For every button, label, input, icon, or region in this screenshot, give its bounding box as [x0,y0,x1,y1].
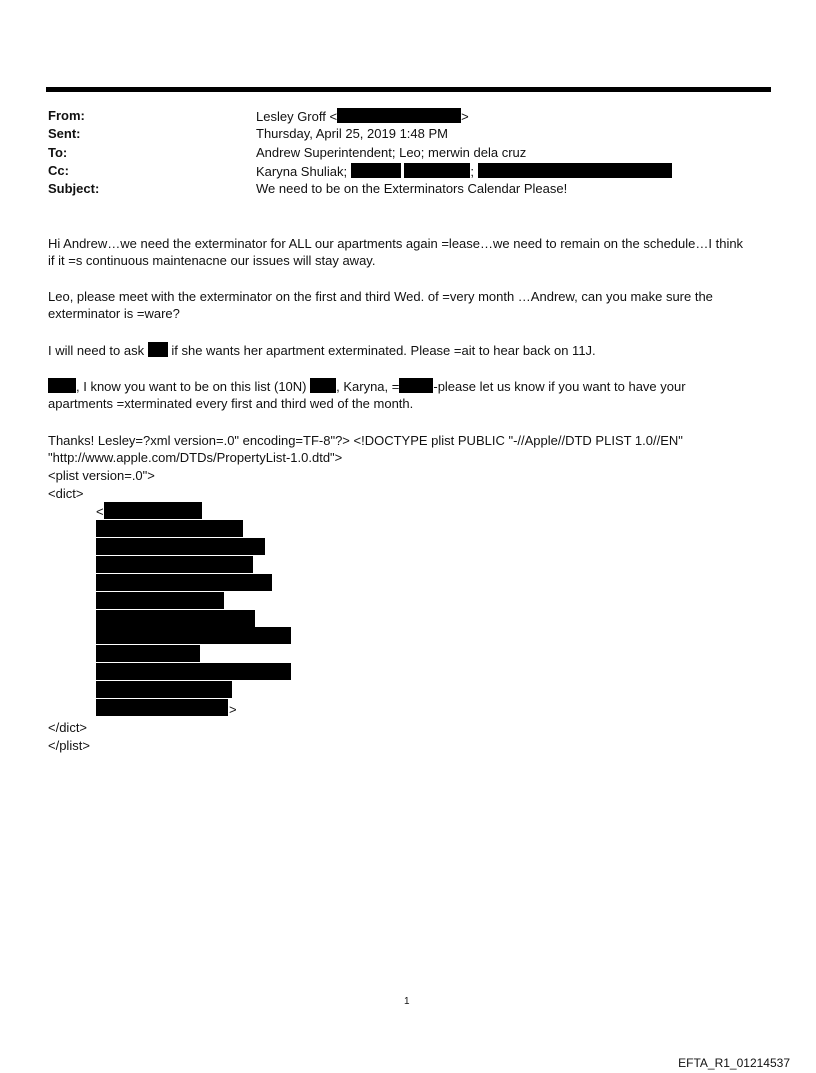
body-line: </plist> [48,738,90,753]
redaction-block [96,592,224,609]
body-line: apartments =xterminated every first and third wed of the month. [48,396,414,411]
redaction-block [96,645,200,662]
redaction-block [96,538,265,555]
body-line: Thanks! Lesley=?xml version=.0" encoding=TF-8"?> <!DOCTYPE plist PUBLIC "-//Apple//DTD PLIST 1.0//EN" [48,433,683,448]
subject-value: We need to be on the Exterminators Calendar Please! [256,181,568,196]
dict-close-bracket: > [229,702,237,717]
redaction-block [96,663,291,680]
body-line: <dict> [48,486,84,501]
redaction-block [96,574,272,591]
body-text: -please let us know if you want to have your [433,379,686,394]
body-text: , Karyna, = [336,379,400,394]
redaction-block [148,342,168,357]
body-line [48,378,686,395]
body-text: , I know you want to be on this list (10N) [76,379,307,394]
dict-open-bracket: < [96,504,104,519]
redaction-block [48,378,76,393]
body-line: Leo, please meet with the exterminator on the first and third Wed. of =very month …Andrew, can you make sure the [48,289,713,304]
from-label: From: [48,108,85,123]
body-line: "http://www.apple.com/DTDs/PropertyList-1.0.dtd"> [48,450,343,465]
redaction-block [310,378,336,393]
redaction-block [104,502,202,519]
redaction-block [96,681,232,698]
from-bracket: > [461,109,469,124]
subject-label: Subject: [48,181,100,196]
body-line: </dict> [48,720,88,735]
cc-name: Karyna Shuliak; [256,164,348,179]
redaction-block [96,699,228,716]
from-name: Lesley Groff < [256,109,338,124]
sent-value: Thursday, April 25, 2019 1:48 PM [256,126,448,141]
redaction-block [399,378,433,393]
header-rule [46,87,771,92]
sent-label: Sent: [48,126,81,141]
body-line: if it =s continuous maintenacne our issues will stay away. [48,253,376,268]
to-label: To: [48,145,68,160]
page-number: 1 [404,996,410,1007]
redaction-block [351,163,401,178]
redaction-block [404,163,470,178]
cc-separator: ; [470,164,474,179]
redaction-block [337,108,461,123]
body-text: I will need to ask [48,343,145,358]
from-value [256,108,469,125]
redaction-block [96,610,255,627]
body-line: Hi Andrew…we need the exterminator for ALL our apartments again =lease…we need to remain on the schedule…I think [48,236,744,251]
cc-value [256,163,672,180]
body-line: exterminator is =ware? [48,306,180,321]
body-line [48,342,596,359]
redaction-block [96,520,243,537]
to-value: Andrew Superintendent; Leo; merwin dela cruz [256,145,527,160]
body-line: <plist version=.0"> [48,468,155,483]
redaction-block [96,556,253,573]
bates-number: EFTA_R1_01214537 [678,1056,790,1070]
redaction-block [96,627,291,644]
body-text: if she wants her apartment exterminated. Please =ait to hear back on 11J. [171,343,596,358]
cc-label: Cc: [48,163,69,178]
redaction-block [478,163,672,178]
